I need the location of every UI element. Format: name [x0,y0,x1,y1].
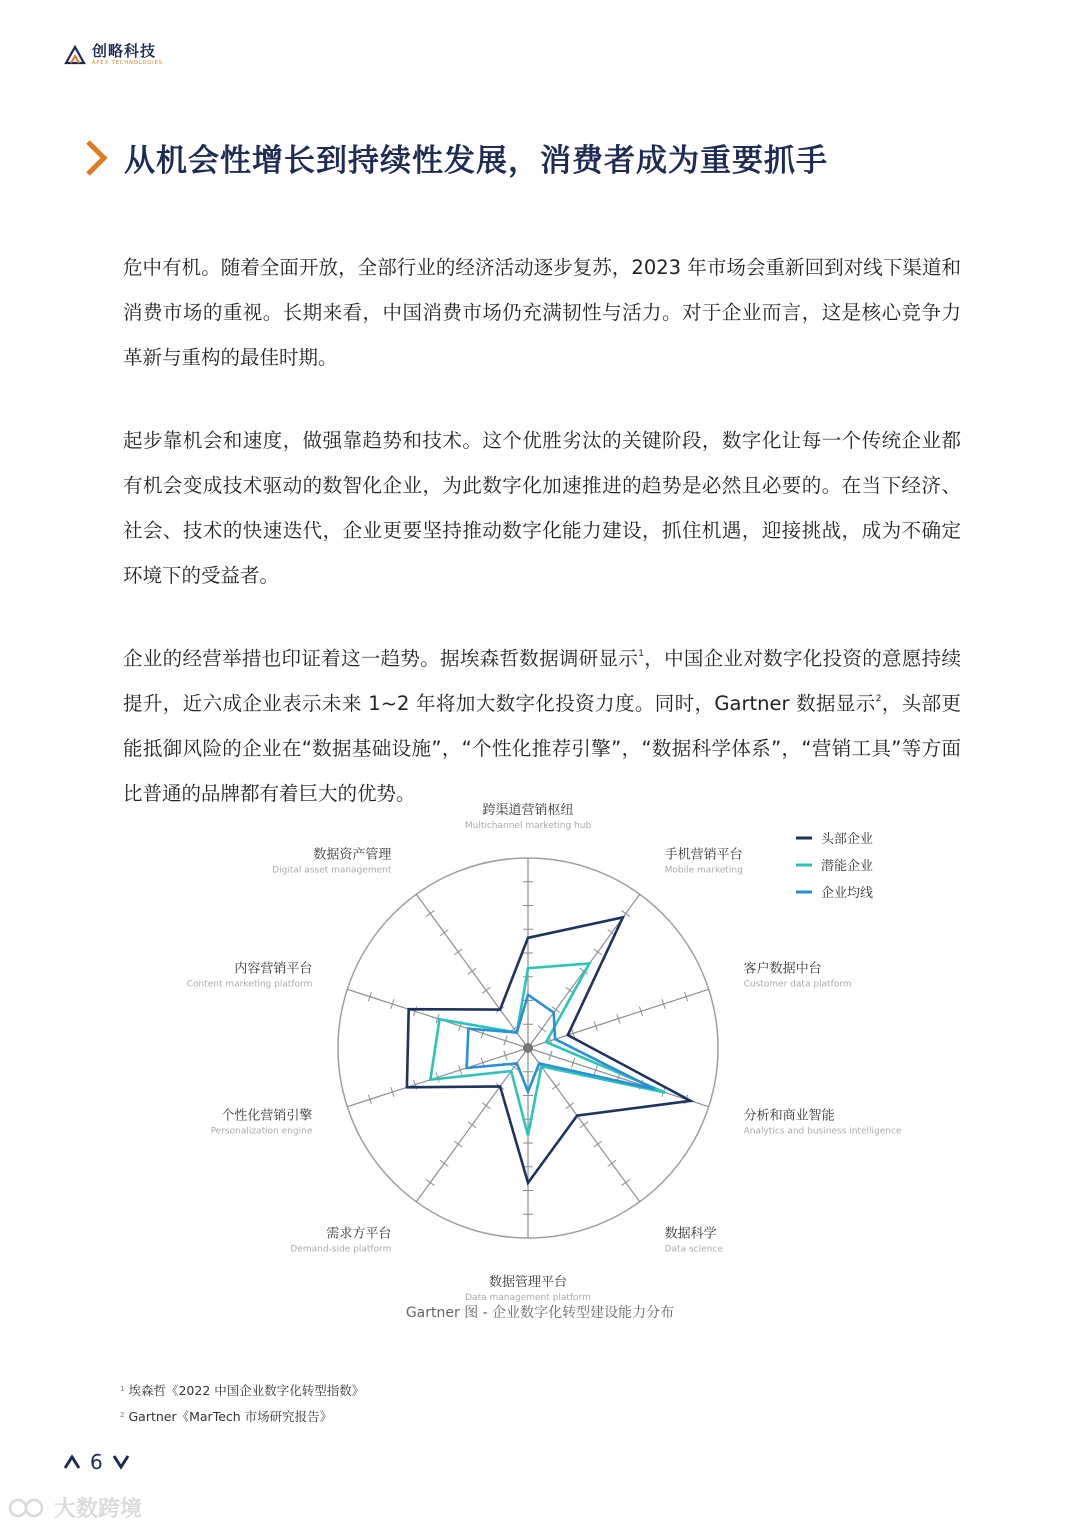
radar-axis-label-cn: 跨渠道营销枢纽 [482,803,574,818]
radar-axis-tick [440,1160,448,1166]
radar-axis-label-cn: 个性化营销引擎 [221,1108,313,1124]
radar-axis-tick [482,987,490,993]
watermark-icon [8,1496,48,1520]
radar-axis-label-en: Personalization engine [210,1126,313,1137]
radar-axis-label-cn: 需求方平台 [326,1226,392,1242]
radar-axis-label-cn: 数据管理平台 [488,1275,568,1290]
radar-axis-tick [594,1141,602,1147]
radar-axis-tick [454,949,462,955]
chevron-right-icon [84,138,110,178]
radar-axis-label-en: Data management platform [465,1293,591,1303]
radar-axis-tick [482,1103,490,1109]
radar-axis-label-cn: 分析和商业智能 [743,1108,835,1124]
page-navigation [64,1450,129,1474]
radar-axis-tick [566,1103,574,1109]
legend-label-2: 潜能企业 [821,859,874,874]
paragraph-3 [123,636,961,816]
page-title: 从机会性增长到持续性发展，消费者成为重要抓手 [124,143,828,179]
brand-name-cn: 创略科技 [92,42,157,60]
paragraph-2: 起步靠机会和速度，做强靠趋势和技术。这个优胜劣汰的关键阶段，数字化让每一个传统企业都有机会变成技术驱动的数智化企业，为此数字化加速推进的趋势是必然且必要的。在当下经济、社会、技术的快速迭代，企业更要坚持推动数字化能力建设，抓住机遇，迎接挑战，成为不确定环境下的受益者。 [123,429,961,587]
radar-axis-label-cn: 内容营销平台 [234,961,313,977]
paragraph-3-part-a: 企业的经营举措也印证着这一趋势。据埃森哲数据调研显示 [123,647,639,670]
paragraph-3-part-b: ，中国企业对数字化投资的意愿持续提升，近六成企业表示未来 1~2 年将加大数字化投资力度。同时，Gartner 数据显示 [123,647,961,715]
brand-logo [64,44,163,66]
footnote-ref-1[interactable]: 1 [638,649,644,659]
footnote-2-text: Gartner《MarTech 市场研究报告》 [128,1409,333,1424]
radar-axis-label-en: Analytics and business intelligence [743,1126,902,1137]
radar-axis-tick [426,911,434,917]
radar-axis-tick [468,1122,476,1128]
footnote-1 [120,1382,364,1408]
legend-label-1: 头部企业 [821,832,874,847]
radar-axis-tick [454,1141,462,1147]
paragraph-1: 危中有机。随着全面开放，全部行业的经济活动逐步复苏，2023 年市场会重新回到对线下渠道和消费市场的重视。长期来看，中国消费市场仍充满韧性与活力。对于企业而言，这是核心竞争力革新与重构的最佳时期。 [123,256,961,369]
radar-axis-tick [440,930,448,936]
radar-axis-tick [426,1180,434,1186]
section-title-row [84,135,828,180]
radar-axis-tick [538,1026,546,1032]
footnote-ref-2[interactable]: 2 [875,694,882,704]
page-number: 6 [90,1450,103,1474]
paragraph-3-part-c: ，头部更能抵御风险的企业在“数据基础设施”，“个性化推荐引擎”，“数据科学体系”，“营销工具”等方面比普通的品牌都有着巨大的优势。 [123,692,961,805]
radar-chart [140,803,940,1303]
radar-axis-tick [594,949,602,955]
radar-axis-label-cn: 数据资产管理 [313,847,392,863]
radar-axis-tick [580,1122,588,1128]
next-page-icon[interactable] [113,1455,129,1469]
radar-axis-label-en: Digital asset management [272,865,392,876]
radar-axis-label-en: Content marketing platform [186,979,313,990]
footnotes [120,1382,364,1434]
legend-label-3: 企业均线 [821,886,874,901]
radar-axis-label-cn: 数据科学 [664,1226,717,1242]
footnote-2-mark: 2 [120,1411,125,1419]
radar-axis-tick [622,911,630,917]
radar-axis-label-en: Data science [664,1244,723,1255]
prev-page-icon[interactable] [64,1455,80,1469]
footnote-2 [120,1408,364,1434]
radar-axis-tick [622,1180,630,1186]
radar-axis-label-en: Customer data platform [743,979,852,990]
radar-center-dot [523,1043,533,1053]
radar-axis-label-en: Multichannel marketing hub [464,821,592,831]
radar-axis-label-en: Demand-side platform [290,1244,392,1255]
radar-axis-tick [552,1083,560,1089]
radar-axis-label-cn: 手机营销平台 [664,847,743,863]
footnote-1-text: 埃森哲《2022 中国企业数字化转型指数》 [128,1383,365,1398]
chart-caption: Gartner 图 - 企业数字化转型建设能力分布 [405,1305,675,1321]
radar-axis-label-en: Mobile marketing [664,865,743,876]
radar-axis-tick [468,968,476,974]
watermark-text: 大数跨境 [54,1497,143,1522]
logo-mark-icon [64,45,86,65]
watermark [8,1492,142,1523]
footnote-1-mark: 1 [120,1385,125,1393]
radar-series-1 [407,917,691,1183]
brand-name-en: APEX TECHNOLOGIES [92,60,163,66]
radar-axis-tick [608,1160,616,1166]
radar-axis-label-cn: 客户数据中台 [743,961,822,977]
